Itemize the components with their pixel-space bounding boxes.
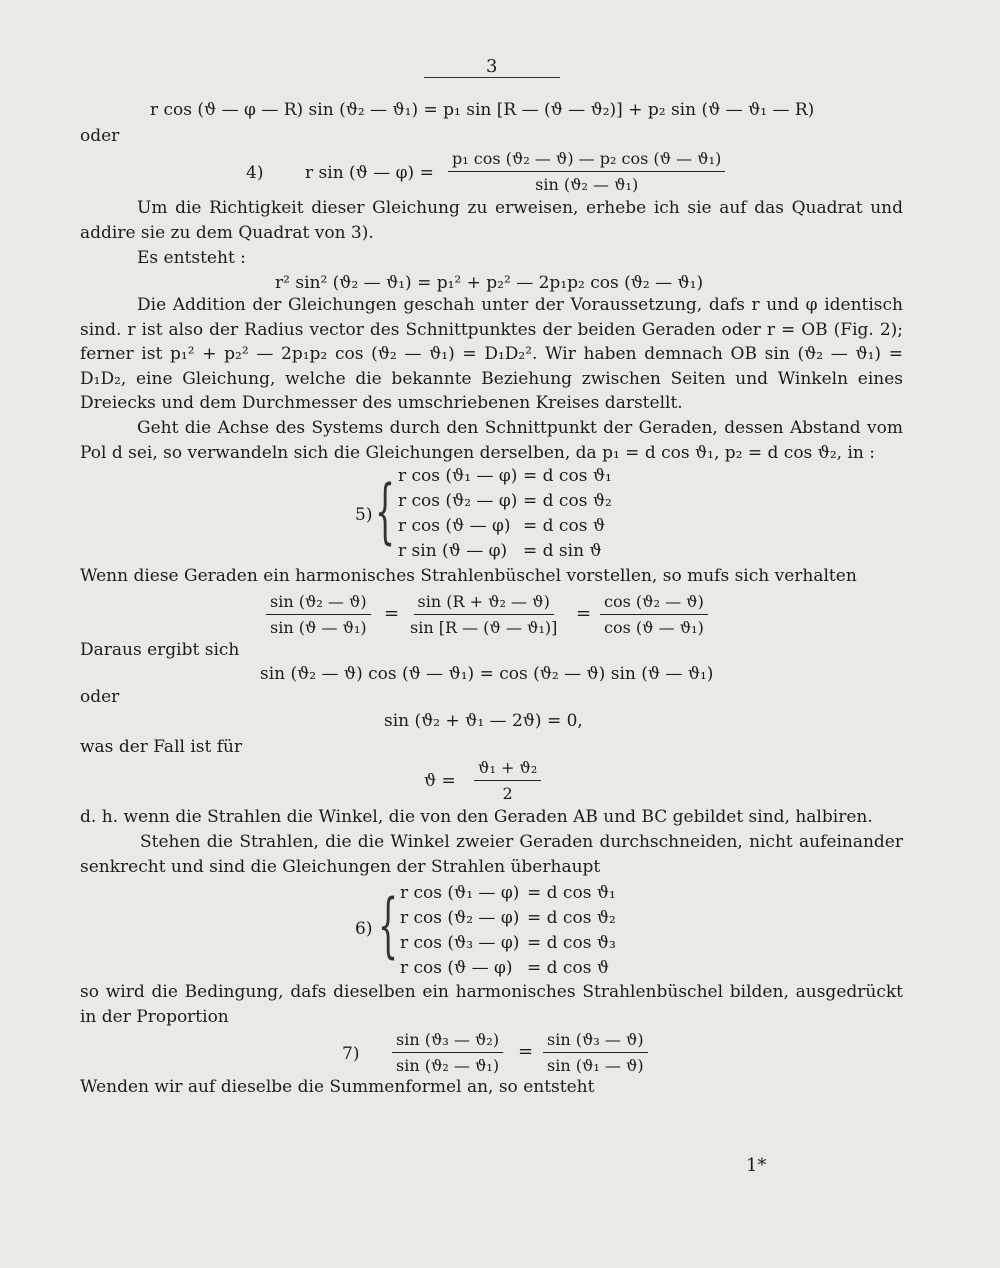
equation-theta-numerator: ϑ₁ + ϑ₂ — [474, 757, 541, 781]
paragraph-achse: Geht die Achse des Systems durch den Schnittpunkt der Geraden, dessen Abstand vom Pol d sei, so verwandeln sich die Gleichungen derselben, da p₁ = d cos ϑ₁, p₂ = d cos ϑ₂, in : — [80, 418, 903, 463]
equation-5-line-2-rhs: = d cos ϑ₂ — [523, 491, 612, 511]
equation-5-line-1-rhs: = d cos ϑ₁ — [523, 466, 612, 486]
equation-5-line-3-rhs: = d cos ϑ — [523, 516, 605, 536]
equation-square: r² sin² (ϑ₂ — ϑ₁) = p₁² + p₂² — 2p₁p₂ cos (ϑ₂ — ϑ₁) — [275, 273, 704, 293]
equation-7-label: 7) — [342, 1044, 360, 1064]
ratio-fraction-3-denominator: cos (ϑ — ϑ₁) — [604, 618, 704, 637]
ratio-fraction-3-numerator: cos (ϑ₂ — ϑ) — [600, 591, 708, 615]
paragraph-richtigkeit: Um die Richtigkeit dieser Gleichung zu erweisen, erhebe ich sie auf das Quadrat und addire sie zu dem Quadrat von 3). — [80, 198, 903, 243]
ratio-equals-1: = — [384, 603, 400, 624]
equation-7-fraction-1-denominator: sin (ϑ₂ — ϑ₁) — [396, 1056, 500, 1075]
es-entsteht: Es entsteht : — [137, 248, 246, 268]
equation-5-line-4-lhs: r sin (ϑ — φ) — [398, 541, 508, 561]
equation-theta-lhs: ϑ = — [424, 771, 456, 791]
ratio-equals-2: = — [576, 603, 592, 624]
equation-5-line-1-lhs: r cos (ϑ₁ — φ) — [398, 466, 518, 486]
paragraph-bedingung: so wird die Bedingung, dafs dieselben ein harmonisches Strahlenbüschel bilden, ausgedrückt in der Proportion — [80, 982, 903, 1027]
equation-6-line-4-lhs: r cos (ϑ — φ) — [400, 958, 513, 978]
equation-7-fraction-2-denominator: sin (ϑ₁ — ϑ) — [547, 1056, 644, 1075]
equation-6-brace: { — [378, 884, 399, 966]
page-number: 3 — [486, 56, 498, 77]
ratio-fraction-2 — [406, 591, 561, 638]
equation-6-line-2-rhs: = d cos ϑ₂ — [527, 908, 616, 928]
signature-mark: 1* — [746, 1155, 767, 1176]
was-der-fall: was der Fall ist für — [80, 737, 243, 757]
paragraph-strahlen: Stehen die Strahlen, die die Winkel zweier Geraden durchschneiden, nicht aufeinander senkrecht und sind die Gleichungen der Strahlen überhaupt — [80, 832, 903, 877]
ratio-fraction-3 — [600, 591, 708, 638]
last-line: Wenden wir auf dieselbe die Summenformel an, so entsteht — [80, 1077, 595, 1097]
equation-6-line-3-lhs: r cos (ϑ₃ — φ) — [400, 933, 520, 953]
word-oder: oder — [80, 126, 120, 146]
equation-5-line-2-lhs: r cos (ϑ₂ — φ) — [398, 491, 518, 511]
equation-5-line-4-rhs: = d sin ϑ — [523, 541, 602, 561]
equation-6-label: 6) — [355, 919, 373, 939]
equation-5-brace: { — [375, 470, 396, 552]
paragraph-addition: Die Addition der Gleichungen geschah unter der Voraussetzung, dafs r und φ identisch sind. r ist also der Radius vector des Schnittpunktes der beiden Geraden oder r = OB (Fig. 2); ferner ist p₁² + p₂² — 2p₁p₂ cos (ϑ₂ — ϑ₁) = D₁D₂². Wir haben demnach OB sin (ϑ₂ — ϑ₁) = D₁D₂, eine Gleichung, welche die bekannte Beziehung zwischen Seiten und Winkeln eines Dreiecks und dem Durchmesser des umschriebenen Kreises darstellt. — [80, 295, 903, 413]
equation-6-line-1-lhs: r cos (ϑ₁ — φ) — [400, 883, 520, 903]
equation-4-fraction — [448, 148, 725, 195]
equation-6-line-2-lhs: r cos (ϑ₂ — φ) — [400, 908, 520, 928]
equation-4-label: 4) — [246, 163, 264, 183]
header-rule — [424, 77, 560, 78]
equation-5-label: 5) — [355, 505, 373, 525]
ratio-fraction-1-numerator: sin (ϑ₂ — ϑ) — [266, 591, 371, 615]
equation-product: sin (ϑ₂ — ϑ) cos (ϑ — ϑ₁) = cos (ϑ₂ — ϑ) sin (ϑ — ϑ₁) — [260, 664, 714, 684]
ratio-fraction-2-numerator: sin (R + ϑ₂ — ϑ) — [414, 591, 554, 615]
line-halbiren: d. h. wenn die Strahlen die Winkel, die von den Geraden AB und BC gebildet sind, halbiren. — [80, 807, 873, 827]
ratio-fraction-1-denominator: sin (ϑ — ϑ₁) — [270, 618, 367, 637]
ratio-fraction-2-denominator: sin [R — (ϑ — ϑ₁)] — [410, 618, 558, 637]
equation-theta-denominator: 2 — [502, 784, 513, 803]
ratio-fraction-1 — [266, 591, 371, 638]
equation-7-fraction-1 — [392, 1029, 503, 1076]
paragraph-harmonisch: Wenn diese Geraden ein harmonisches Strahlenbüschel vorstellen, so mufs sich verhalten — [80, 566, 857, 586]
equation-4-numerator: p₁ cos (ϑ₂ — ϑ) — p₂ cos (ϑ — ϑ₁) — [448, 148, 725, 172]
equation-7-fraction-2 — [543, 1029, 648, 1076]
equation-4-lhs: r sin (ϑ — φ) = — [305, 163, 434, 183]
equation-theta-fraction — [474, 757, 541, 804]
equation-sum: sin (ϑ₂ + ϑ₁ — 2ϑ) = 0, — [384, 711, 583, 731]
equation-5-line-3-lhs: r cos (ϑ — φ) — [398, 516, 511, 536]
daraus-ergibt-sich: Daraus ergibt sich — [80, 640, 240, 660]
equation-4-denominator: sin (ϑ₂ — ϑ₁) — [535, 175, 639, 194]
equation-7-fraction-2-numerator: sin (ϑ₃ — ϑ) — [543, 1029, 648, 1053]
equation-6-line-3-rhs: = d cos ϑ₃ — [527, 933, 616, 953]
equation-6-line-4-rhs: = d cos ϑ — [527, 958, 609, 978]
equation-6-line-1-rhs: = d cos ϑ₁ — [527, 883, 616, 903]
equation-7-fraction-1-numerator: sin (ϑ₃ — ϑ₂) — [392, 1029, 503, 1053]
equation-top: r cos (ϑ — φ — R) sin (ϑ₂ — ϑ₁) = p₁ sin [R — (ϑ — ϑ₂)] + p₂ sin (ϑ — ϑ₁ — R) — [150, 100, 815, 120]
word-oder-2: oder — [80, 687, 120, 707]
equation-7-equals: = — [518, 1041, 534, 1062]
